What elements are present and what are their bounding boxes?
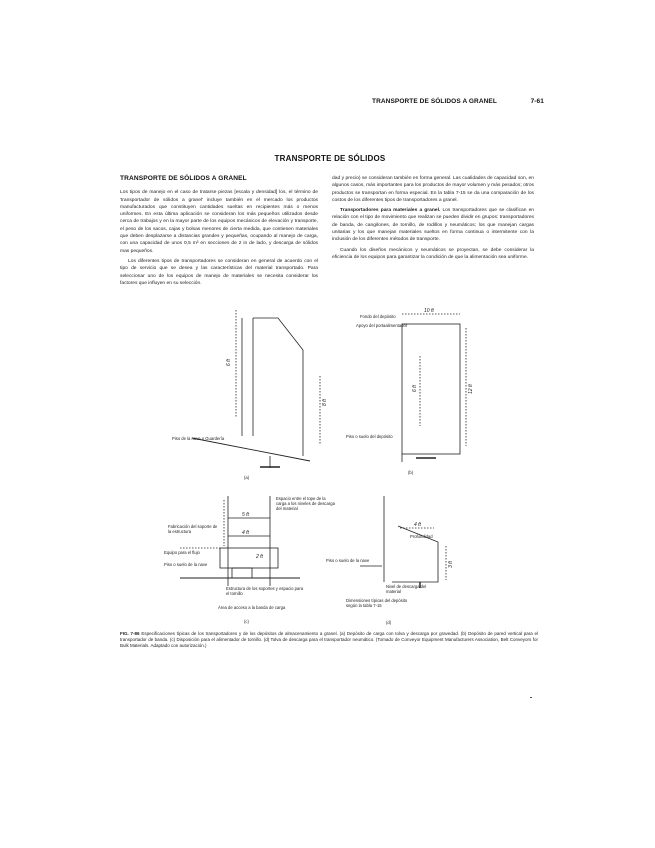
dim-a-right: 8 ft bbox=[322, 399, 328, 406]
left-column bbox=[120, 175, 318, 290]
right-paragraph-2-lead: Transportadores para materiales a granel. bbox=[340, 208, 441, 214]
section-title: TRANSPORTE DE SÓLIDOS bbox=[274, 154, 386, 163]
scan-speck bbox=[530, 697, 532, 698]
right-paragraph-1 bbox=[332, 175, 534, 204]
caption-text: Especificaciones típicas de los transportadores y de los depósitos de almacenamiento a granel. (a) Depósito de carga con tolva y descarga por gravedad. (b) Depósito de pared vertical para el transportador de banda. (c) Disposición para el alimentador de tornillo. (d) Tolva de descarga para el transportador neumático. (Tomado de Conveyor Equipment Manufacturers Association, Belt Conveyors for Bulk Materials. Adaptado con autorización.) bbox=[120, 631, 538, 648]
dim-d-top: 4 ft bbox=[414, 522, 421, 528]
subfigure-c-label: (c) bbox=[244, 619, 249, 624]
dim-c-top: 5 ft bbox=[242, 512, 249, 518]
label-c-left3: Piso o suelo de la nave bbox=[164, 562, 208, 567]
figure-drawing bbox=[120, 296, 540, 626]
figure-7-86 bbox=[120, 296, 540, 626]
label-d-left: Piso o suelo de la nave bbox=[326, 558, 370, 563]
label-c-mid: Estructura de los soportes y espacio para el tornillo bbox=[226, 586, 304, 596]
label-c-left2: Equipo para el flujo bbox=[164, 550, 200, 555]
figure-caption bbox=[120, 631, 538, 649]
caption-label: FIG. 7-86 bbox=[120, 631, 140, 636]
left-paragraph-1: Los tipos de manejo en el caso de tratarse piezas [escala y densidad] los, el término de 'transportador de sólidos a granel' incluye también en el mercado los productos manufacturados que constituyen cantidades sueltas en recipientes más o menos uniformes. En esta última aplicación se consideran los más pequeños utilizados desde cerca de trabajos y en la mayor parte de los equipos mecánicos de elevación y transporte, el peso de los sacos, cajas y bolsas menores de cierta medida, que contienen materiales que deben desplazarse a distancias grandes y pequeñas, ocupando al manejo de carga, con una capacidad de unos 0,5 m³ en secciones de 2 in de lado, y descarga de sólidos mas pequeños. bbox=[120, 190, 318, 254]
subfigure-b bbox=[346, 308, 474, 475]
label-d-mid: Nivel de descarga del material bbox=[386, 584, 427, 594]
label-d-note: Dimensiones típicas del depósito según la tabla 7-15 bbox=[346, 598, 408, 608]
label-c-left1: Fabricación del soporte de la estructura bbox=[168, 524, 218, 534]
dim-b-mid: 6 ft bbox=[412, 385, 418, 392]
label-b-floor: Piso o suelo del depósito bbox=[346, 434, 393, 439]
subfigure-a-label: (a) bbox=[244, 475, 250, 480]
dim-b-top: 10 ft bbox=[424, 308, 434, 314]
subfigure-d bbox=[326, 496, 454, 625]
running-head bbox=[372, 98, 544, 105]
subfigure-c bbox=[164, 496, 336, 624]
right-paragraph-3-text: Cuando los diseños mecánicos y neumáticos se proyectan, se debe considerar la eficiencia de los equipos para garantizar la condición de que la alimentación sea uniforme. bbox=[332, 247, 534, 260]
label-d-dim: Profundidad bbox=[410, 534, 433, 539]
label-b-top2: Apoyo del portaalimentador bbox=[356, 323, 408, 328]
right-paragraph-3 bbox=[332, 247, 534, 262]
right-paragraph-1-text: dad y precio) se consideran también en forma general. Las cualidades de capacidad son, en algunos casos, más importantes para los productos de mayor volumen y más pesados; otros productos se transportan en forma especial. En la tabla 7-15 se da una comparación de los costos de los diferentes tipos de transportadores a granel. bbox=[332, 176, 534, 203]
left-column-heading: TRANSPORTE DE SÓLIDOS A GRANEL bbox=[120, 175, 247, 182]
label-b-top1: Fondo del depósito bbox=[360, 314, 396, 319]
dim-b-right: 12 ft bbox=[468, 384, 474, 394]
subfigure-d-label: (d) bbox=[386, 620, 392, 625]
right-paragraph-2-text: Los transportadores que se clasifican en relación con el tipo de movimiento que realizan se pueden dividir en grupos: transportadores de banda, de cangilones, de tornillo, de rodillos y neumáticos; los que manejan cargas unitarias y los que manejan materiales sueltos en forma continua o intermitente con la inclusión de los diferentes métodos de transporte. bbox=[332, 208, 535, 243]
subfigure-a bbox=[172, 310, 328, 480]
label-a-floor: Piso de la nave o Guardería bbox=[172, 436, 225, 441]
dim-c-low: 2 ft bbox=[256, 554, 263, 560]
label-c-bottom: Área de acceso a la banda de carga bbox=[218, 605, 286, 610]
subfigure-b-label: (b) bbox=[408, 470, 414, 475]
dim-a-left: 6 ft bbox=[226, 359, 232, 366]
dim-c-mid: 4 ft bbox=[242, 530, 249, 536]
right-column bbox=[332, 175, 534, 264]
label-c-note1: Espacio entre el tope de la carga a los niveles de descarga del material bbox=[276, 496, 335, 511]
running-head-title: TRANSPORTE DE SÓLIDOS A GRANEL bbox=[372, 98, 497, 105]
dim-d-right: 3 ft bbox=[448, 561, 454, 568]
page-number: 7-61 bbox=[530, 98, 544, 105]
left-paragraph-2: Los diferentes tipos de transportadores se consideran en general de acuerdo con el tipo de servicio que se desea y las características del material transportado. Para seleccionar uno de los equipos de manejo de materiales se necesita considerar los factores que influyen en su selección. bbox=[120, 258, 318, 286]
right-paragraph-2 bbox=[332, 207, 534, 243]
